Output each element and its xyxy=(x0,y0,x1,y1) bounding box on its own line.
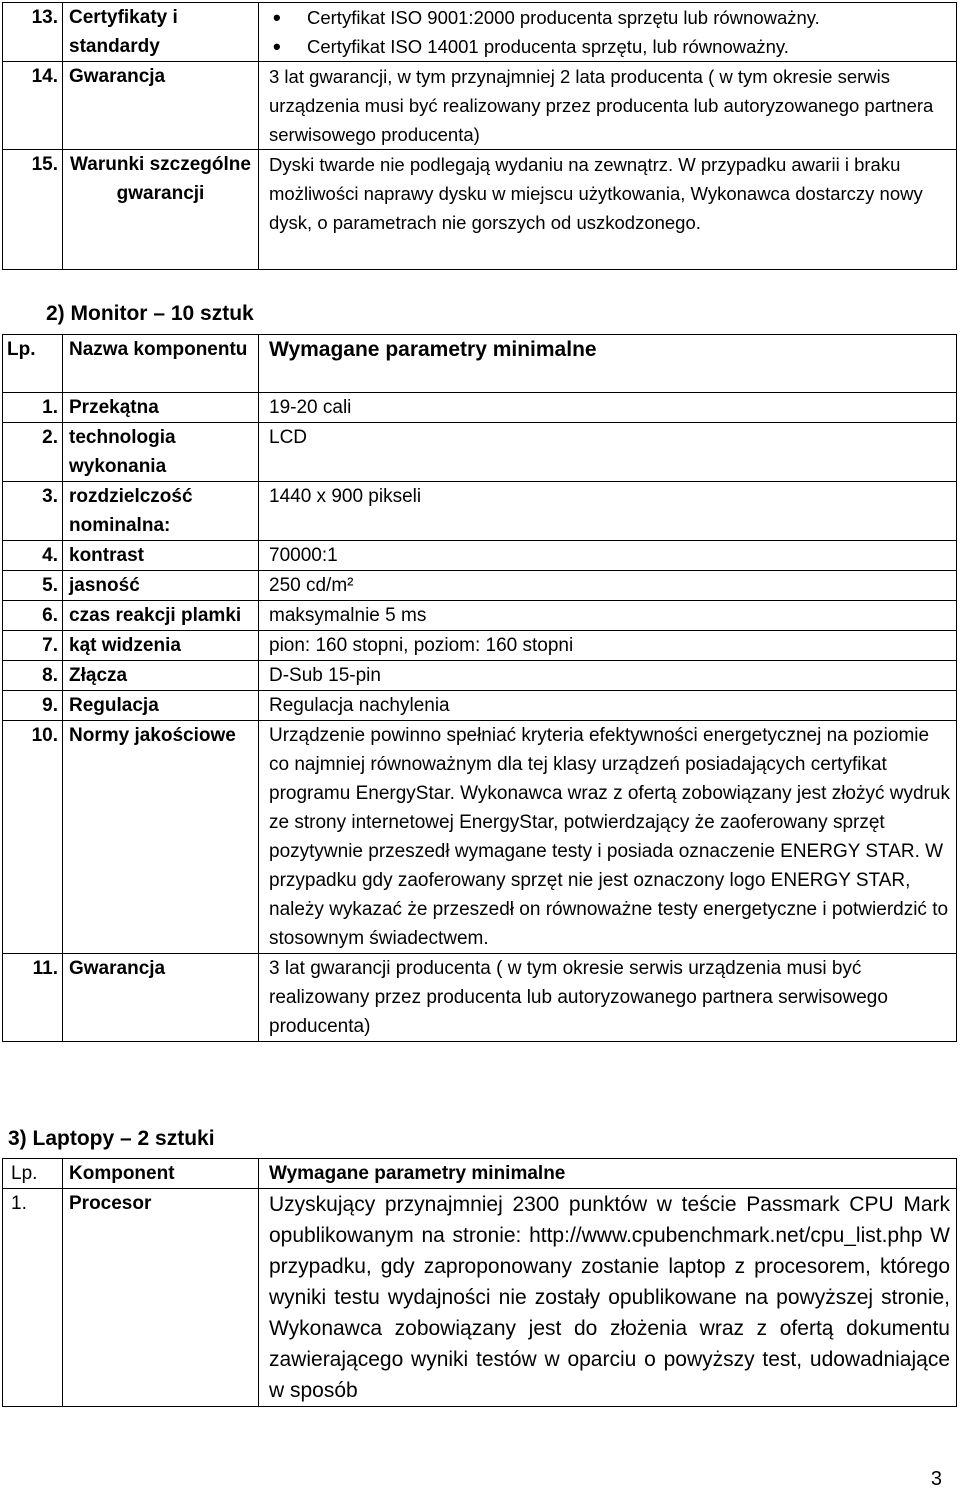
spec-table-continued xyxy=(2,2,957,270)
row-name: kąt widzenia xyxy=(63,631,259,661)
table-row xyxy=(3,62,957,150)
row-value-list xyxy=(259,3,957,62)
row-number: 7. xyxy=(3,631,63,661)
page-number: 3 xyxy=(930,1468,942,1490)
table-row xyxy=(3,393,957,423)
row-value: 1440 x 900 pikseli xyxy=(259,482,957,541)
row-number: 5. xyxy=(3,571,63,601)
row-number: 8. xyxy=(3,661,63,691)
table-row xyxy=(3,541,957,571)
table-row xyxy=(3,601,957,631)
row-value: 250 cd/m² xyxy=(259,571,957,601)
laptops-section-title: 3) Laptopy – 2 sztuki xyxy=(8,1127,215,1150)
header-lp: Lp. xyxy=(3,1159,63,1189)
table-header-row xyxy=(3,335,957,393)
header-params: Wymagane parametry minimalne xyxy=(259,1159,957,1189)
header-name: Nazwa komponentu xyxy=(63,335,259,393)
row-value: 3 lat gwarancji producenta ( w tym okresie serwis urządzenia musi być realizowany przez producenta lub autoryzowanego partnera serwisowego producenta) xyxy=(259,954,957,1042)
row-number: 14. xyxy=(3,62,63,150)
row-name: Warunki szczególne gwarancji xyxy=(63,150,259,270)
monitor-spec-table xyxy=(2,334,957,1042)
row-number: 4. xyxy=(3,541,63,571)
table-row xyxy=(3,954,957,1042)
list-item: • Certyfikat ISO 14001 producenta sprzętu, lub równoważny. xyxy=(307,32,950,61)
row-name: kontrast xyxy=(63,541,259,571)
row-name: Złącza xyxy=(63,661,259,691)
row-name: Przekątna xyxy=(63,393,259,423)
monitor-section-title: 2) Monitor – 10 sztuk xyxy=(46,302,254,325)
table-row xyxy=(3,3,957,62)
row-number: 10. xyxy=(3,721,63,954)
row-value: maksymalnie 5 ms xyxy=(259,601,957,631)
row-name: Regulacja xyxy=(63,691,259,721)
table-row xyxy=(3,691,957,721)
table-row xyxy=(3,150,957,270)
row-name: jasność xyxy=(63,571,259,601)
header-lp: Lp. xyxy=(3,335,63,393)
table-header-row xyxy=(3,1159,957,1189)
row-number: 11. xyxy=(3,954,63,1042)
row-number: 15. xyxy=(3,150,63,270)
row-name: Normy jakościowe xyxy=(63,721,259,954)
table-row xyxy=(3,631,957,661)
row-value: D-Sub 15-pin xyxy=(259,661,957,691)
row-number: 3. xyxy=(3,482,63,541)
header-name: Komponent xyxy=(63,1159,259,1189)
row-value: LCD xyxy=(259,423,957,482)
row-number: 1. xyxy=(3,1189,63,1407)
row-value: Regulacja nachylenia xyxy=(259,691,957,721)
row-name: Certyfikaty i standardy xyxy=(63,3,259,62)
row-value: Urządzenie powinno spełniać kryteria efektywności energetycznej na poziomie co najmniej równoważnym dla tej klasy urządzeń posiadających certyfikat programu EnergyStar. Wykonawca wraz z ofertą zobowiązany jest złożyć wydruk ze strony internetowej EnergyStar, potwierdzający że zaoferowany sprzęt pozytywnie przeszedł wymagane testy i posiada oznaczenie ENERGY STAR. W przypadku gdy zaoferowany sprzęt nie jest oznaczony logo ENERGY STAR, należy wykazać że przeszedł on równoważne testy energetyczne i potwierdzić to stosownym świadectwem. xyxy=(259,721,957,954)
table-row xyxy=(3,661,957,691)
row-value: Uzyskujący przynajmniej 2300 punktów w teście Passmark CPU Mark opublikowanym na stronie: http://www.cpubenchmark.net/cpu_list.php W przypadku, gdy zaproponowany zostanie laptop z procesorem, którego wyniki testu wydajności nie zostały opublikowane na powyższej stronie, Wykonawca zobowiązany jest do złożenia wraz z ofertą dokumentu zawierającego wyniki testów w oparciu o powyższy test, udowadniające w sposób xyxy=(259,1189,957,1407)
list-item: • Certyfikat ISO 9001:2000 producenta sprzętu lub równoważny. xyxy=(307,3,950,32)
table-row xyxy=(3,571,957,601)
row-number: 9. xyxy=(3,691,63,721)
row-name: rozdzielczość nominalna: xyxy=(63,482,259,541)
row-name: Procesor xyxy=(63,1189,259,1407)
row-value: Dyski twarde nie podlegają wydaniu na zewnątrz. W przypadku awarii i braku możliwości naprawy dysku w miejscu użytkowania, Wykonawca dostarczy nowy dysk, o parametrach nie gorszych od uszkodzonego. xyxy=(259,150,957,270)
row-number: 13. xyxy=(3,3,63,62)
row-value: 19-20 cali xyxy=(259,393,957,423)
row-name: Gwarancja xyxy=(63,954,259,1042)
row-value: 3 lat gwarancji, w tym przynajmniej 2 lata producenta ( w tym okresie serwis urządzenia musi być realizowany przez producenta lub autoryzowanego partnera serwisowego producenta) xyxy=(259,62,957,150)
header-params: Wymagane parametry minimalne xyxy=(259,335,957,393)
row-number: 2. xyxy=(3,423,63,482)
table-row xyxy=(3,721,957,954)
row-value: pion: 160 stopni, poziom: 160 stopni xyxy=(259,631,957,661)
row-number: 6. xyxy=(3,601,63,631)
table-row xyxy=(3,423,957,482)
laptops-spec-table xyxy=(2,1158,957,1407)
table-row xyxy=(3,1189,957,1407)
row-name: Gwarancja xyxy=(63,62,259,150)
row-name: technologia wykonania xyxy=(63,423,259,482)
row-number: 1. xyxy=(3,393,63,423)
row-value: 70000:1 xyxy=(259,541,957,571)
table-row xyxy=(3,482,957,541)
row-name: czas reakcji plamki xyxy=(63,601,259,631)
